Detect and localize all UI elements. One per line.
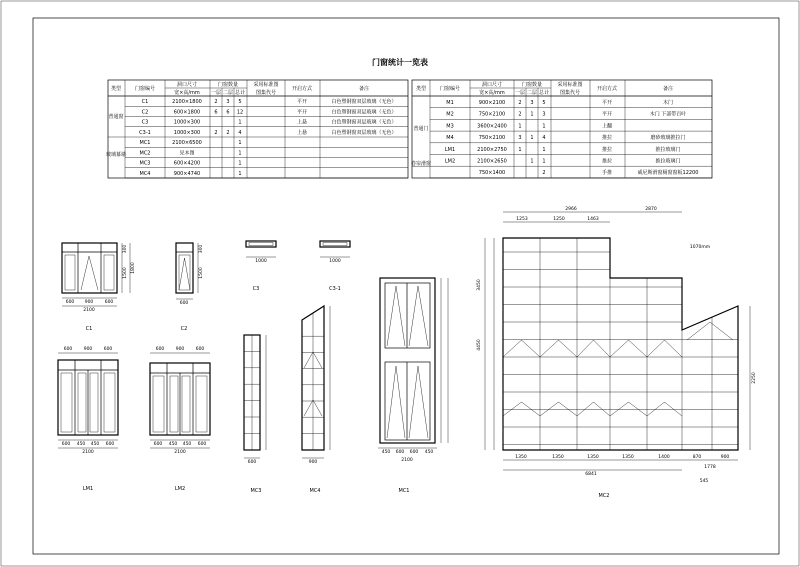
lt-cell-open: 上悬 — [296, 129, 308, 136]
lt-cell-q1: 2 — [214, 99, 218, 105]
window-c2 — [176, 243, 204, 332]
rt-h-std: 采用标准图 — [557, 82, 583, 88]
lt-h-open: 开启方式 — [291, 86, 313, 92]
curtain-wall-mc1 — [378, 278, 448, 494]
lt-cell-note: 白色塑钢窗双层玻璃（无色） — [331, 109, 397, 116]
mc1-label: MC1 — [398, 488, 410, 494]
lm1-label: LM1 — [82, 486, 94, 492]
mc2-extra: 545 — [699, 479, 709, 484]
lt-h-note: 备注 — [358, 86, 370, 92]
left-schedule-table — [106, 80, 408, 178]
lm2-top-1: 900 — [175, 347, 185, 352]
rt-h-q2: 二层 — [526, 90, 538, 96]
lm1-bot-1: 450 — [76, 442, 86, 447]
mc2-top-1: 2870 — [645, 207, 657, 212]
rt-cell-open: 推拉 — [601, 158, 613, 165]
lt-h-size-sub: 宽×高/mm — [174, 90, 200, 96]
c3-1-dim-w: 1000 — [329, 259, 341, 264]
lm2-top-2: 600 — [195, 347, 205, 352]
lt-cell-qt: 1 — [238, 119, 242, 126]
lt-cell-size: 900×4740 — [173, 170, 201, 177]
mc1-bot-2: 600 — [409, 450, 419, 455]
lm1-total: 2100 — [82, 450, 94, 455]
lt-cell-note: 白色塑钢窗双层玻璃（无色） — [331, 99, 397, 105]
rt-cell-qt: 3 — [542, 111, 546, 118]
rt-h-size: 洞口尺寸 — [481, 82, 503, 88]
lt-cell-code: C3 — [141, 119, 149, 126]
lt-h-type: 类型 — [110, 86, 122, 92]
lt-cell-code: MC4 — [139, 170, 151, 177]
lt-cell-code: MC3 — [139, 160, 151, 167]
rt-cell-note: 磨砂玻璃推拉门 — [650, 135, 686, 142]
rt-cell-qt: 1 — [542, 146, 546, 153]
lm1-top-0: 600 — [63, 347, 73, 352]
rt-cell-qt: 4 — [542, 135, 546, 142]
lt-cell-qt: 5 — [238, 99, 242, 105]
lt-cell-qt: 4 — [238, 129, 242, 136]
c2-label: C2 — [180, 326, 188, 332]
curtain-wall-mc3 — [244, 335, 266, 494]
mc2-bot-dim: 900 — [720, 455, 730, 460]
rt-cell-open: 推拉 — [601, 135, 613, 142]
lt-cell-note: 白色塑钢窗双层玻璃（无色） — [331, 129, 397, 136]
rt-h-q1: 一层 — [514, 90, 526, 96]
lt-cell-code: C3-1 — [139, 129, 151, 136]
mc2-sub: 1778 — [704, 465, 716, 470]
lt-cell-qt: 12 — [236, 109, 244, 116]
lt-cell-q1: 2 — [214, 129, 218, 136]
lt-cell-size: 见本图 — [179, 150, 195, 157]
rt-cell-size: 3600×2400 — [477, 123, 507, 130]
mc2-bot-dim: 870 — [692, 455, 702, 460]
c3-1-label: C3-1 — [329, 286, 341, 292]
window-c3-1 — [320, 241, 350, 292]
rt-cell-code: LM1 — [444, 146, 456, 153]
lt-cell-size: 1000×300 — [173, 129, 201, 136]
rt-h-open: 开启方式 — [596, 86, 618, 92]
curtain-wall-mc4 — [302, 306, 330, 494]
lm1-bot-2: 450 — [90, 442, 100, 447]
c1-h-1: 1500 — [123, 267, 128, 279]
rt-group-1: 卷帘滑窗 — [410, 161, 432, 167]
mc2-bot-dim: 1400 — [658, 455, 670, 460]
c1-dim-1: 900 — [84, 300, 94, 305]
lt-group-1: 玻璃幕墙 — [105, 152, 127, 158]
mc2-bot-dim: 1350 — [587, 455, 599, 460]
rt-cell-q2: 3 — [530, 100, 534, 106]
mc2-tp-0: 1253 — [516, 217, 528, 222]
rt-cell-note: 木门 下部带百叶 — [649, 111, 687, 118]
table-title: 门窗统计一览表 — [372, 58, 428, 67]
c1-dim-2: 600 — [104, 300, 114, 305]
lm1-top-1: 900 — [83, 347, 93, 352]
c3-label: C3 — [252, 286, 260, 292]
lt-h-std: 采用标准图 — [253, 82, 279, 88]
rt-cell-q1: 1 — [518, 123, 522, 130]
lt-cell-q2: 3 — [226, 99, 230, 105]
rt-cell-note: 推拉玻璃门 — [655, 146, 681, 153]
lt-cell-size: 2100×1800 — [172, 99, 202, 105]
c1-label: C1 — [85, 326, 93, 332]
lm2-label: LM2 — [174, 486, 186, 492]
rt-cell-code: LM2 — [444, 158, 456, 165]
lt-cell-open: 平开 — [296, 99, 308, 105]
rt-cell-code: M4 — [446, 135, 454, 142]
rt-cell-size: 750×1400 — [478, 170, 506, 177]
rt-cell-code: M1 — [446, 100, 454, 106]
rt-group-0: 普通门 — [413, 126, 429, 132]
c2-h-0: 300 — [199, 244, 204, 254]
mc1-bot-3: 450 — [424, 450, 434, 455]
mc2-h3: 2250 — [752, 372, 757, 384]
c2-dim-w: 600 — [179, 301, 189, 306]
rt-cell-q2: 1 — [530, 135, 534, 142]
rt-cell-q1: 2 — [518, 111, 522, 118]
mc3-label: MC3 — [250, 488, 262, 494]
lm1-bot-0: 600 — [61, 442, 71, 447]
rt-h-type: 类型 — [415, 86, 427, 92]
rt-cell-open: 平开 — [601, 100, 613, 106]
c1-dim-0: 600 — [65, 300, 75, 305]
right-schedule-table — [411, 80, 712, 178]
lm2-bot-1: 450 — [168, 442, 178, 447]
lt-cell-qt: 1 — [238, 170, 242, 177]
door-lm2 — [150, 346, 210, 492]
lt-cell-code: C2 — [141, 109, 149, 116]
lt-h-qty: 门窗数量 — [217, 82, 239, 88]
rt-h-qty: 门窗数量 — [521, 82, 543, 88]
mc1-bot-1: 600 — [395, 450, 405, 455]
door-lm1 — [58, 346, 118, 492]
lm2-bot-0: 600 — [153, 442, 163, 447]
mc2-note: 1070mm — [689, 245, 711, 250]
rt-cell-code: M3 — [446, 123, 454, 130]
rt-cell-open: 平开 — [601, 111, 613, 118]
curtain-wall-mc2 — [476, 206, 757, 499]
lt-h-size: 洞口尺寸 — [176, 82, 198, 88]
lt-cell-code: MC2 — [139, 150, 151, 157]
mc1-total: 2100 — [401, 458, 413, 463]
lt-cell-size: 2100×6500 — [172, 140, 202, 146]
lt-h-std-sub: 图集代号 — [255, 90, 277, 96]
rt-cell-size: 750×2100 — [478, 135, 506, 142]
c1-dim-total: 2100 — [83, 308, 95, 313]
mc2-h2: 3450 — [477, 279, 482, 291]
c1-h-0: 300 — [123, 244, 128, 254]
lt-cell-size: 600×4200 — [173, 160, 201, 167]
rt-cell-size: 2100×2650 — [477, 158, 507, 165]
mc2-tp-1: 1250 — [553, 217, 565, 222]
rt-cell-q1: 1 — [518, 146, 522, 153]
lt-cell-q2: 2 — [226, 129, 230, 136]
lt-cell-open: 平开 — [296, 109, 308, 116]
lt-cell-q1: 6 — [214, 109, 218, 116]
lm1-bot-3: 600 — [105, 442, 115, 447]
mc2-bot-dim: 1350 — [552, 455, 564, 460]
c1-h-total: 1800 — [131, 262, 136, 274]
c2-h-1: 1500 — [199, 267, 204, 279]
rt-cell-size: 2100×2750 — [477, 146, 507, 153]
mc3-dim-w: 600 — [247, 460, 257, 465]
lt-h-q1: 一层 — [210, 90, 222, 96]
lm2-total: 2100 — [174, 450, 186, 455]
rt-h-size-sub: 宽×高/mm — [479, 90, 505, 96]
lt-cell-qt: 1 — [238, 150, 242, 157]
lt-cell-note: 白色塑钢窗双层玻璃（无色） — [331, 119, 397, 126]
rt-h-qt: 总计 — [538, 90, 550, 96]
lt-group-0: 普通窗 — [108, 114, 124, 120]
lt-h-q2: 二层 — [222, 90, 234, 96]
lm1-top-2: 600 — [103, 347, 113, 352]
rt-cell-q1: 2 — [518, 100, 522, 106]
lt-cell-code: MC1 — [139, 140, 151, 146]
mc2-total: 6841 — [585, 472, 597, 477]
lm2-top-0: 600 — [155, 347, 165, 352]
mc2-h: 4450 — [477, 339, 482, 351]
lt-cell-open: 上悬 — [296, 119, 308, 126]
lm2-bot-3: 600 — [197, 442, 207, 447]
lm2-bot-2: 450 — [182, 442, 192, 447]
rt-cell-open: 手推 — [601, 170, 613, 177]
lt-cell-qt: 1 — [238, 160, 242, 167]
mc4-label: MC4 — [309, 488, 321, 494]
lt-cell-size: 1000×300 — [173, 119, 201, 126]
rt-cell-open: 推拉 — [601, 146, 613, 153]
mc2-label: MC2 — [598, 493, 610, 499]
c3-dim-w: 1000 — [255, 259, 267, 264]
rt-cell-q2: 1 — [530, 111, 534, 118]
rt-cell-size: 900×2100 — [478, 100, 506, 106]
mc4-dim-w: 900 — [308, 460, 318, 465]
rt-cell-qt: 5 — [542, 100, 546, 106]
lt-cell-code: C1 — [141, 99, 149, 105]
lt-cell-qt: 1 — [238, 140, 242, 146]
rt-cell-open: 上翻 — [601, 123, 613, 130]
rt-cell-size: 750×2100 — [478, 111, 506, 118]
lt-cell-q2: 6 — [226, 109, 230, 116]
lt-cell-size: 600×1800 — [173, 109, 201, 116]
mc1-bot-0: 450 — [381, 450, 391, 455]
rt-cell-qt: 1 — [542, 158, 546, 165]
mc2-tp-2: 1463 — [587, 217, 599, 222]
rt-h-code: 门窗编号 — [439, 86, 461, 92]
mc2-bot-dim: 1350 — [622, 455, 634, 460]
mc2-top-0: 2966 — [565, 207, 577, 212]
rt-cell-q2: 1 — [530, 158, 534, 165]
rt-cell-note: 威尼斯滑窗厕窗窗板12200 — [637, 170, 699, 177]
lt-h-qt: 总计 — [234, 90, 246, 96]
mc2-bot-dim: 1350 — [515, 455, 527, 460]
rt-cell-qt: 1 — [542, 123, 546, 130]
rt-cell-note: 木门 — [662, 100, 674, 106]
rt-cell-note: 推拉玻璃门 — [655, 158, 681, 165]
rt-cell-code: M2 — [446, 111, 454, 118]
lt-h-code: 门窗编号 — [134, 86, 156, 92]
window-c1 — [62, 243, 136, 332]
rt-cell-qt: 2 — [542, 170, 546, 177]
window-c3 — [246, 241, 276, 292]
rt-cell-q1: 3 — [518, 135, 522, 142]
rt-h-note: 备注 — [662, 86, 674, 92]
rt-h-std-sub: 图集代号 — [559, 90, 581, 96]
